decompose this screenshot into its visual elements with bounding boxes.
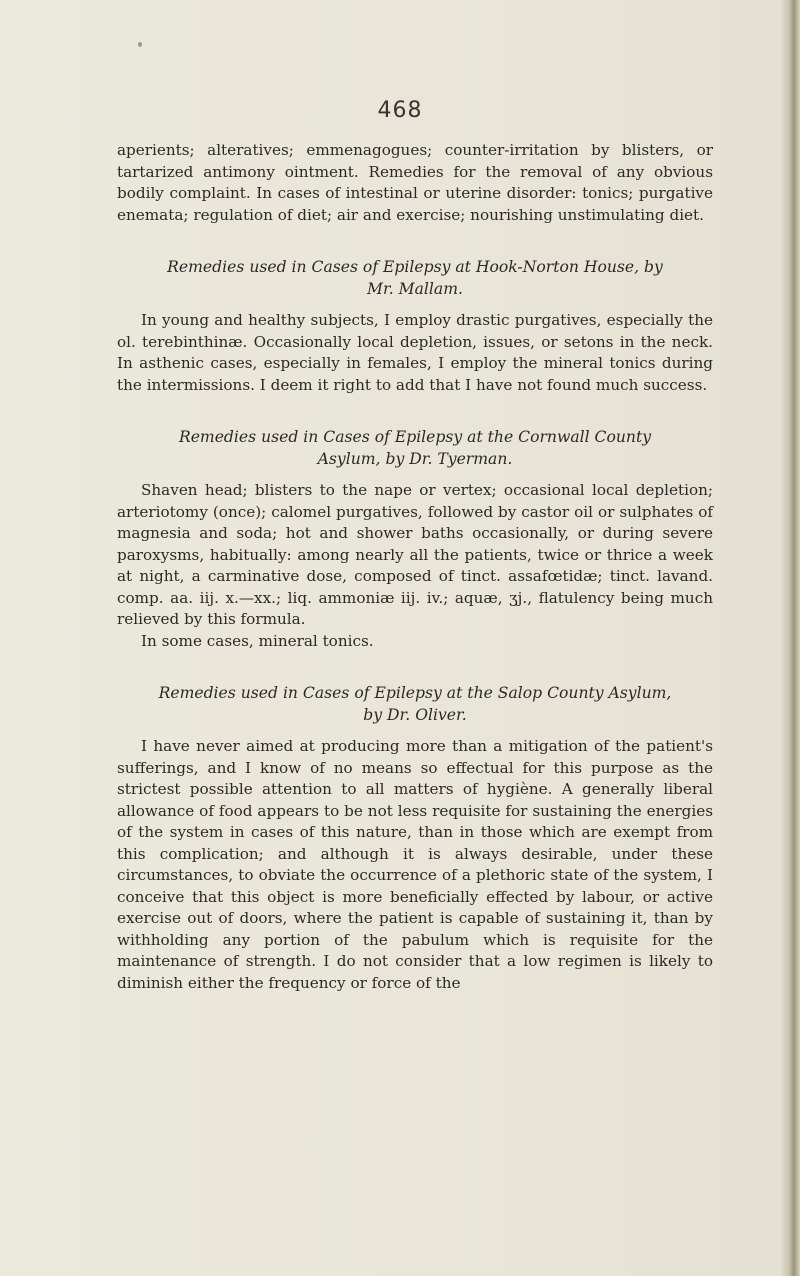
heading-line: Remedies used in Cases of Epilepsy at Hook-Norton House, by bbox=[167, 258, 663, 276]
page-body bbox=[117, 140, 713, 994]
heading-line: Asylum, by Dr. Tyerman. bbox=[317, 450, 513, 468]
hook-norton-paragraph: In young and healthy subjects, I employ drastic purgatives, especially the ol. terebinthinæ. Occasionally local depletion, issues, or setons in the neck. In asthenic cases, especially in females, I employ the mineral tonics during the intermissions. I deem it right to add that I have not found much success. bbox=[117, 311, 713, 394]
heading-line: Remedies used in Cases of Epilepsy at the Salop County Asylum, bbox=[158, 684, 672, 702]
heading-line: Mr. Mallam. bbox=[367, 280, 463, 298]
cornwall-paragraph-2: In some cases, mineral tonics. bbox=[141, 631, 374, 650]
page-number: 468 bbox=[377, 98, 423, 123]
section-heading-salop bbox=[117, 682, 713, 726]
heading-line: by Dr. Oliver. bbox=[363, 706, 467, 724]
section-heading-cornwall bbox=[117, 426, 713, 470]
heading-line: Remedies used in Cases of Epilepsy at the Cornwall County bbox=[178, 428, 652, 446]
intro-paragraph: aperients; alteratives; emmenagogues; counter-irritation by blisters, or tartarized antimony ointment. Remedies for the removal of any obvious bodily complaint. In cases of intestinal or uterine disorder: tonics; purgative enemata; regulation of diet; air and exercise; nourishing unstimulating diet. bbox=[117, 141, 713, 224]
ink-speck bbox=[138, 42, 142, 47]
salop-paragraph: I have never aimed at producing more than a mitigation of the patient's sufferings, and I know of no means so effectual for this purpose as the strictest possible attention to all matters of hygiène. A generally liberal allowance of food appears to be not less requisite for sustaining the energies of the system in cases of this nature, than in those which are exempt from this complication; and although it is always desirable, under these circumstances, to obviate the occurrence of a plethoric state of the system, I conceive that this object is more beneficially effected by labour, or active exercise out of doors, where the patient is capable of sustaining it, than by withholding any portion of the pabulum which is requisite for the maintenance of strength. I do not consider that a low regimen is likely to diminish either the frequency or force of the bbox=[117, 737, 713, 992]
page-edge-shadow bbox=[780, 0, 800, 1276]
cornwall-paragraph: Shaven head; blisters to the nape or vertex; occasional local depletion; arteriotomy (once); calomel purgatives, followed by castor oil or sulphates of magnesia and soda; hot and shower baths occasionally, or during severe paroxysms, habitually: among nearly all the patients, twice or thrice a week at night, a carminative dose, composed of tinct. assafœtidæ; tinct. lavand. comp. aa. iij. x.—xx.; liq. ammoniæ iij. iv.; aquæ, ʒj., flatulency being much relieved by this formula. bbox=[117, 481, 713, 628]
section-heading-hook-norton bbox=[117, 256, 713, 300]
